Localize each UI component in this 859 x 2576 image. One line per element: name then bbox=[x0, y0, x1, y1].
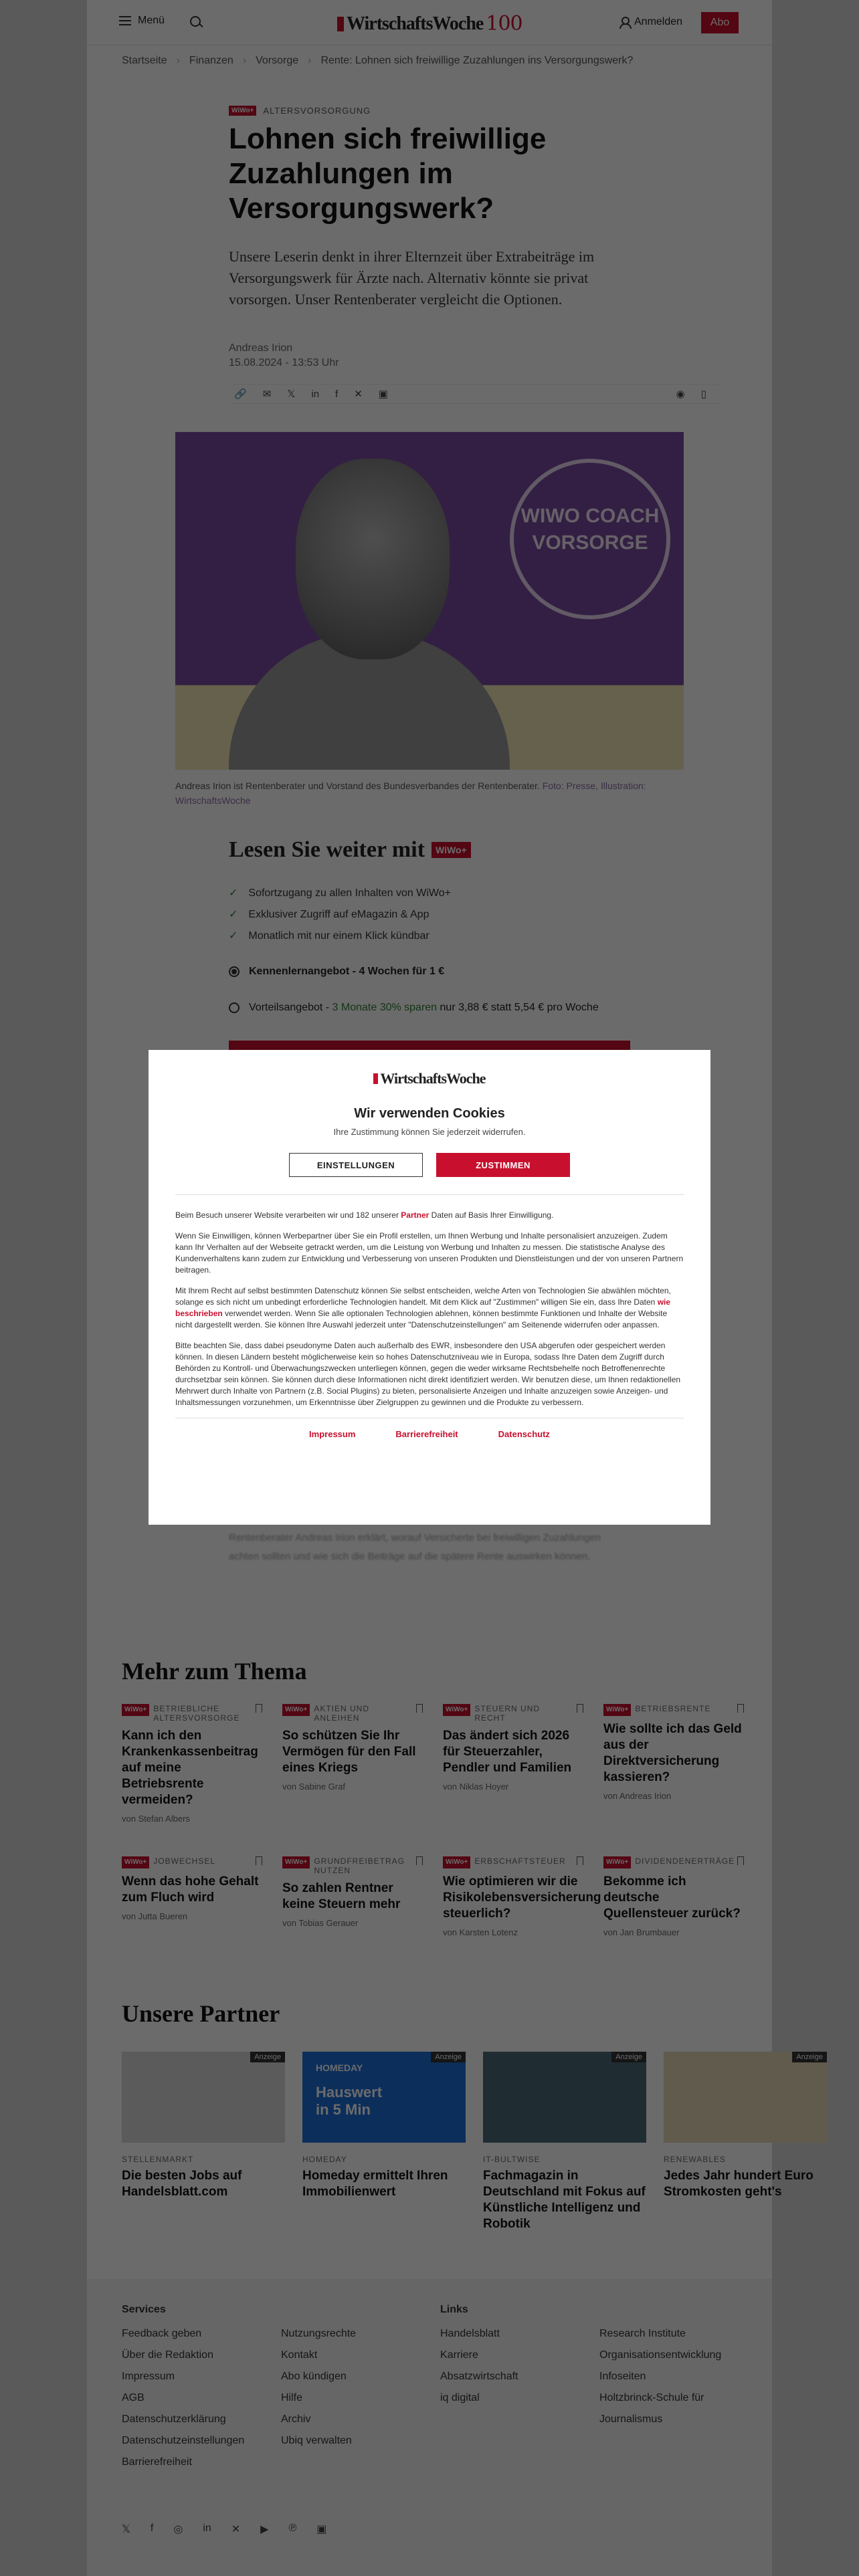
described-link[interactable]: wie beschrieben bbox=[175, 1297, 671, 1318]
settings-button[interactable]: EINSTELLUNGEN bbox=[289, 1153, 423, 1177]
privacy-link[interactable]: Datenschutz bbox=[498, 1429, 550, 1439]
accessibility-link[interactable]: Barrierefreiheit bbox=[395, 1429, 458, 1439]
cookie-text: Beim Besuch unserer Website verarbeiten wir und 182 unserer Partner Daten auf Basis Ihrer Einwilligung. Wenn Sie Einwilligen, können Werbepartner über Sie ein Profil erstellen, um Ihnen Werbung und Inhalte personalisiert anzuzeigen. Zudem kann Ihr Verhalten auf der Webseite getrackt werden, um die Leistung von Werbung und Inhalten zu messen. Die statistische Analyse des Kundenverhaltens kann zudem zur Entwicklung und Verbesserung von unseren Produkten und Dienstleistungen und der von unseren Partnern beitragen. Mit Ihrem Recht auf selbst bestimmten Datenschutz können Sie selbst entscheiden, welche Arten von Technologien Sie abwählen möchten, solange es sich nicht um unbedingt erforderliche Technologien handelt. Mit dem Klick auf "Zustimmen" willigen Sie ein, dass Ihre Daten wie beschrieben verwendet werden. Wenn Sie alle optionalen Technologien ablehnen, können bestimmte Funktionen und Inhalte der Website nicht dargestellt werden. Sie können Ihre Auswahl jederzeit unter "Datenschutzeinstellungen" am Seitenende widerrufen oder anpassen. Bitte beachten Sie, dass dabei pseudonyme Daten auch außerhalb des EWR, insbesondere den USA abgerufen oder gespeichert werden können. In diesen Ländern besteht möglicherweise kein so hohes Datenschutzniveau wie in Europa, sodass Ihre Daten dem Zugriff durch Behörden zu Kontroll- und Überwachungszwecken unterliegen können, gegen die weder wirksame Rechtsbehelfe noch Betroffenenrechte durchsetzbar sein können. Sie können durch diese Informationen nicht direkt identifiziert werden. Wir benutzen diese, um Ihnen redaktionellen Mehrwert durch Inhalte von Partnern (z.B. Social Plugins) zu bieten, personalisierte Anzeigen und Inhalte anzuzeigen sowie Anzeigen- und Inhaltsmessungen vorzunehmen, um Erkenntnisse über Zielgruppen zu gewinnen und die Produkte zu verbessern. bbox=[175, 1210, 684, 1407]
partner-link[interactable]: Partner bbox=[401, 1210, 430, 1220]
dialog-title: Wir verwenden Cookies bbox=[354, 1106, 505, 1121]
impressum-link[interactable]: Impressum bbox=[309, 1429, 356, 1439]
dialog-links bbox=[175, 1418, 684, 1439]
cookie-dialog bbox=[149, 1050, 710, 1525]
agree-button[interactable]: ZUSTIMMEN bbox=[436, 1153, 570, 1177]
dialog-logo: WirtschaftsWoche bbox=[175, 1070, 684, 1087]
dialog-subtitle: Ihre Zustimmung können Sie jederzeit widerrufen. bbox=[333, 1127, 526, 1137]
